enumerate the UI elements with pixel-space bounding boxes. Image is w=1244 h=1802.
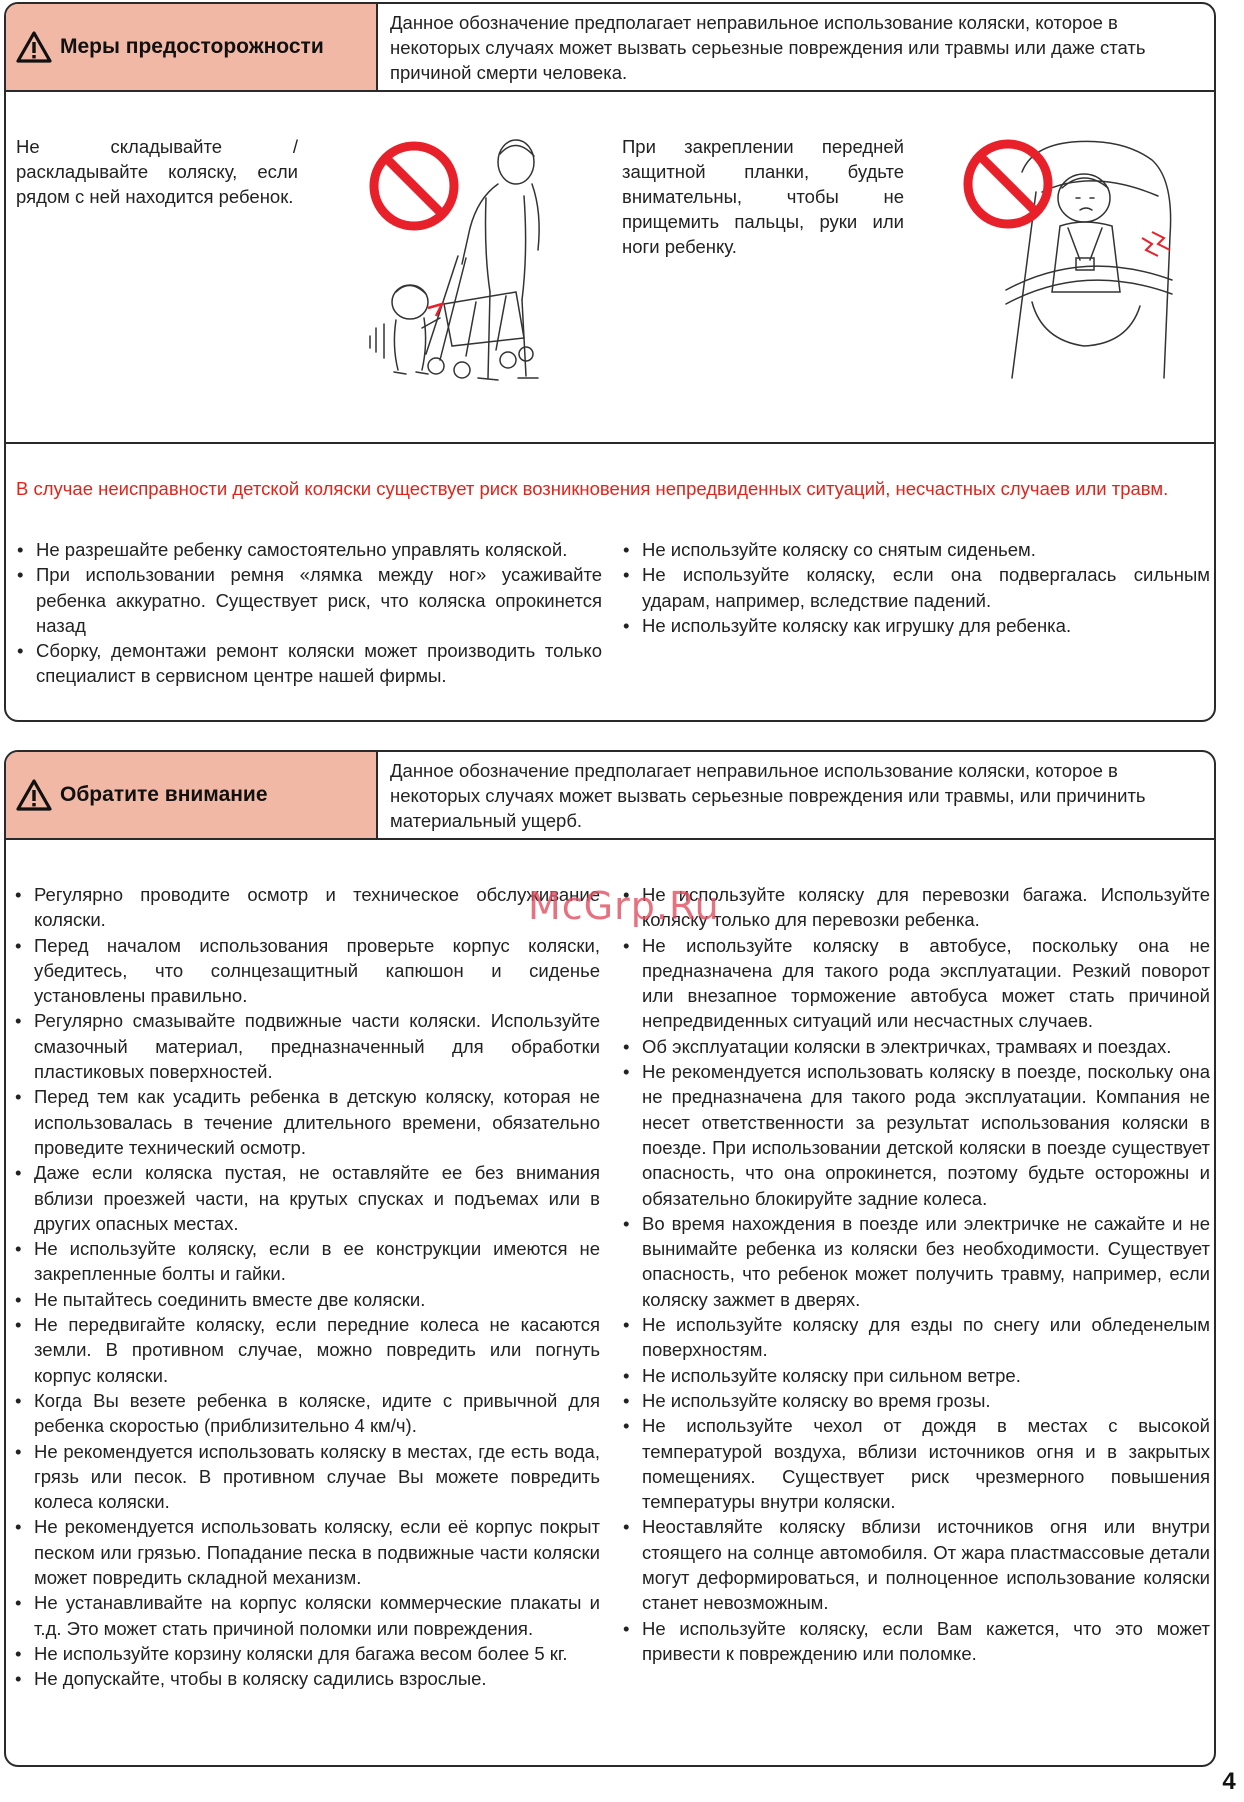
precautions-header bbox=[6, 4, 1214, 92]
list-item: • Не устанавливайте на корпус коляски коммерческие плакаты и т.д. Это может стать причиной поломки или повреждения. bbox=[12, 1590, 600, 1641]
list-item: • Перед тем как усадить ребенка в детскую коляску, которая не использовалась в течение длительного времени, обязательно проведите технический осмотр. bbox=[12, 1084, 600, 1160]
list-item: • Перед началом использования проверьте корпус коляски, убедитесь, что солнцезащитный капюшон и сиденье установлены правильно. bbox=[12, 933, 600, 1009]
warning-triangle-icon bbox=[16, 779, 52, 811]
list-item: • Регулярно смазывайте подвижные части коляски. Используйте смазочный материал, предназначенный для обработки пластиковых поверхностей. bbox=[12, 1008, 600, 1084]
list-item: • Не используйте коляску со снятым сиденьем. bbox=[620, 537, 1210, 562]
list-item: • Сборку, демонтажи ремонт коляски может производить только специалист в сервисном центре нашей фирмы. bbox=[14, 638, 602, 689]
bumper-bar-warning-text: При закреплении передней защитной планки, будьте внимательны, чтобы не прищемить пальцы, руки или ноги ребенку. bbox=[622, 136, 904, 257]
fold-warning-text: Не складывайте / раскладывайте коляску, если рядом с ней находится ребенок. bbox=[16, 136, 298, 207]
list-item: • Неоставляйте коляску вблизи источников огня или внутри стоящего на солнце автомобиля. От жара пластмассовые детали могут деформироваться, и полноценное использование коляски станет невозможным. bbox=[620, 1514, 1210, 1615]
list-item: • Когда Вы везете ребенка в коляске, идите с привычной для ребенка скоростью (приблизительно 4 км/ч). bbox=[12, 1388, 600, 1439]
list-item: • Не разрешайте ребенку самостоятельно управлять коляской. bbox=[14, 537, 602, 562]
list-item: • Не используйте коляску для перевозки багажа. Используйте коляску только для перевозки ребенка. bbox=[620, 882, 1210, 933]
list-item: • Даже если коляска пустая, не оставляйте ее без внимания вблизи проезжей части, на крутых спусках и подъемах или в других опасных местах. bbox=[12, 1160, 600, 1236]
page-number: 4 bbox=[1222, 1768, 1236, 1795]
list-item: • Об эксплуатации коляски в электричках, трамваях и поездах. bbox=[620, 1034, 1210, 1059]
precautions-title-cell bbox=[6, 4, 378, 90]
list-item: • Не используйте коляску, если в ее конструкции имеются не закрепленные болты и гайки. bbox=[12, 1236, 600, 1287]
list-item: • Регулярно проводите осмотр и техническое обслуживание коляски. bbox=[12, 882, 600, 933]
list-item: • Не используйте коляску при сильном ветре. bbox=[620, 1363, 1210, 1388]
attention-list-left bbox=[12, 882, 600, 1692]
list-item: • Не используйте коляску для езды по снегу или обледенелым поверхностям. bbox=[620, 1312, 1210, 1363]
list-item: • Не рекомендуется использовать коляску, если её корпус покрыт песком или грязью. Попадание песка в подвижные части коляски может повредить складной механизм. bbox=[12, 1514, 600, 1590]
list-item: • Не рекомендуется использовать коляску в поезде, поскольку она не предназначена для такого рода эксплуатации. Компания не несет ответственности за результат использования коляски в поезде. При использовании детской коляски в поезде существует опасность, что она опрокинется, поэтому будьте осторожны и обязательно блокируйте задние колеса. bbox=[620, 1059, 1210, 1211]
attention-title-cell bbox=[6, 752, 378, 838]
precautions-section bbox=[4, 2, 1216, 722]
precautions-list-right bbox=[620, 537, 1210, 638]
attention-title: Обратите внимание bbox=[60, 783, 268, 806]
attention-list-right bbox=[620, 882, 1210, 1666]
warning-triangle-icon bbox=[16, 31, 52, 63]
list-item: • Не используйте чехол от дождя в местах с высокой температурой воздуха, вблизи источников огня и в закрытых помещениях. Существует риск чрезмерного повышения температуры внутри коляски. bbox=[620, 1413, 1210, 1514]
list-item: • Не пытайтесь соединить вместе две коляски. bbox=[12, 1287, 600, 1312]
list-item: • Не передвигайте коляску, если передние колеса не касаются земли. В противном случае, можно повредить или погнуть корпус коляски. bbox=[12, 1312, 600, 1388]
list-item: • Не допускайте, чтобы в коляску садились взрослые. bbox=[12, 1666, 600, 1691]
list-item: • Не рекомендуется использовать коляску в местах, где есть вода, грязь или песок. В противном случае Вы можете повредить колеса коляски. bbox=[12, 1439, 600, 1515]
precautions-title: Меры предосторожности bbox=[60, 35, 324, 58]
precautions-list-left bbox=[14, 537, 602, 689]
list-item: • Не используйте коляску, если она подвергалась сильным ударам, например, вследствие падений. bbox=[620, 562, 1210, 613]
list-item: • Не используйте коляску, если Вам кажется, что это может привести к повреждению или поломке. bbox=[620, 1616, 1210, 1667]
list-item: • Не используйте коляску в автобусе, поскольку она не предназначена для такого рода эксплуатации. Резкий поворот или внезапное торможение автобуса может стать причиной непредвиденных ситуаций или несчастных случаев. bbox=[620, 933, 1210, 1034]
list-item: • Не используйте корзину коляски для багажа весом более 5 кг. bbox=[12, 1641, 600, 1666]
attention-description: Данное обозначение предполагает неправильное использование коляски, которое в некоторых случаях может вызвать серьезные повреждения или травмы, или причинить материальный ущерб. bbox=[390, 760, 1146, 831]
precautions-description: Данное обозначение предполагает неправильное использование коляски, которое в некоторых случаях может вызвать серьезные повреждения или травмы или даже стать причиной смерти человека. bbox=[390, 12, 1146, 83]
list-item: • Не используйте коляску во время грозы. bbox=[620, 1388, 1210, 1413]
list-item: • Во время нахождения в поезде или электричке не сажайте и не вынимайте ребенка из коляски без необходимости. Существует опасность, что ребенок может получить травму, например, если коляску зажмет в дверях. bbox=[620, 1211, 1210, 1312]
watermark: McGrp.Ru bbox=[528, 884, 720, 928]
section-divider bbox=[6, 442, 1214, 444]
prohibition-sign-icon bbox=[962, 138, 1054, 230]
prohibition-sign-icon bbox=[368, 140, 460, 232]
list-item: • При использовании ремня «лямка между ног» усаживайте ребенка аккуратно. Существует риск, что коляска опрокинется назад bbox=[14, 562, 602, 638]
attention-header bbox=[6, 752, 1214, 840]
list-item: • Не используйте коляску как игрушку для ребенка. bbox=[620, 613, 1210, 638]
malfunction-warning: В случае неисправности детской коляски существует риск возникновения непредвиденных ситуаций, несчастных случаев или травм. bbox=[16, 478, 1169, 499]
